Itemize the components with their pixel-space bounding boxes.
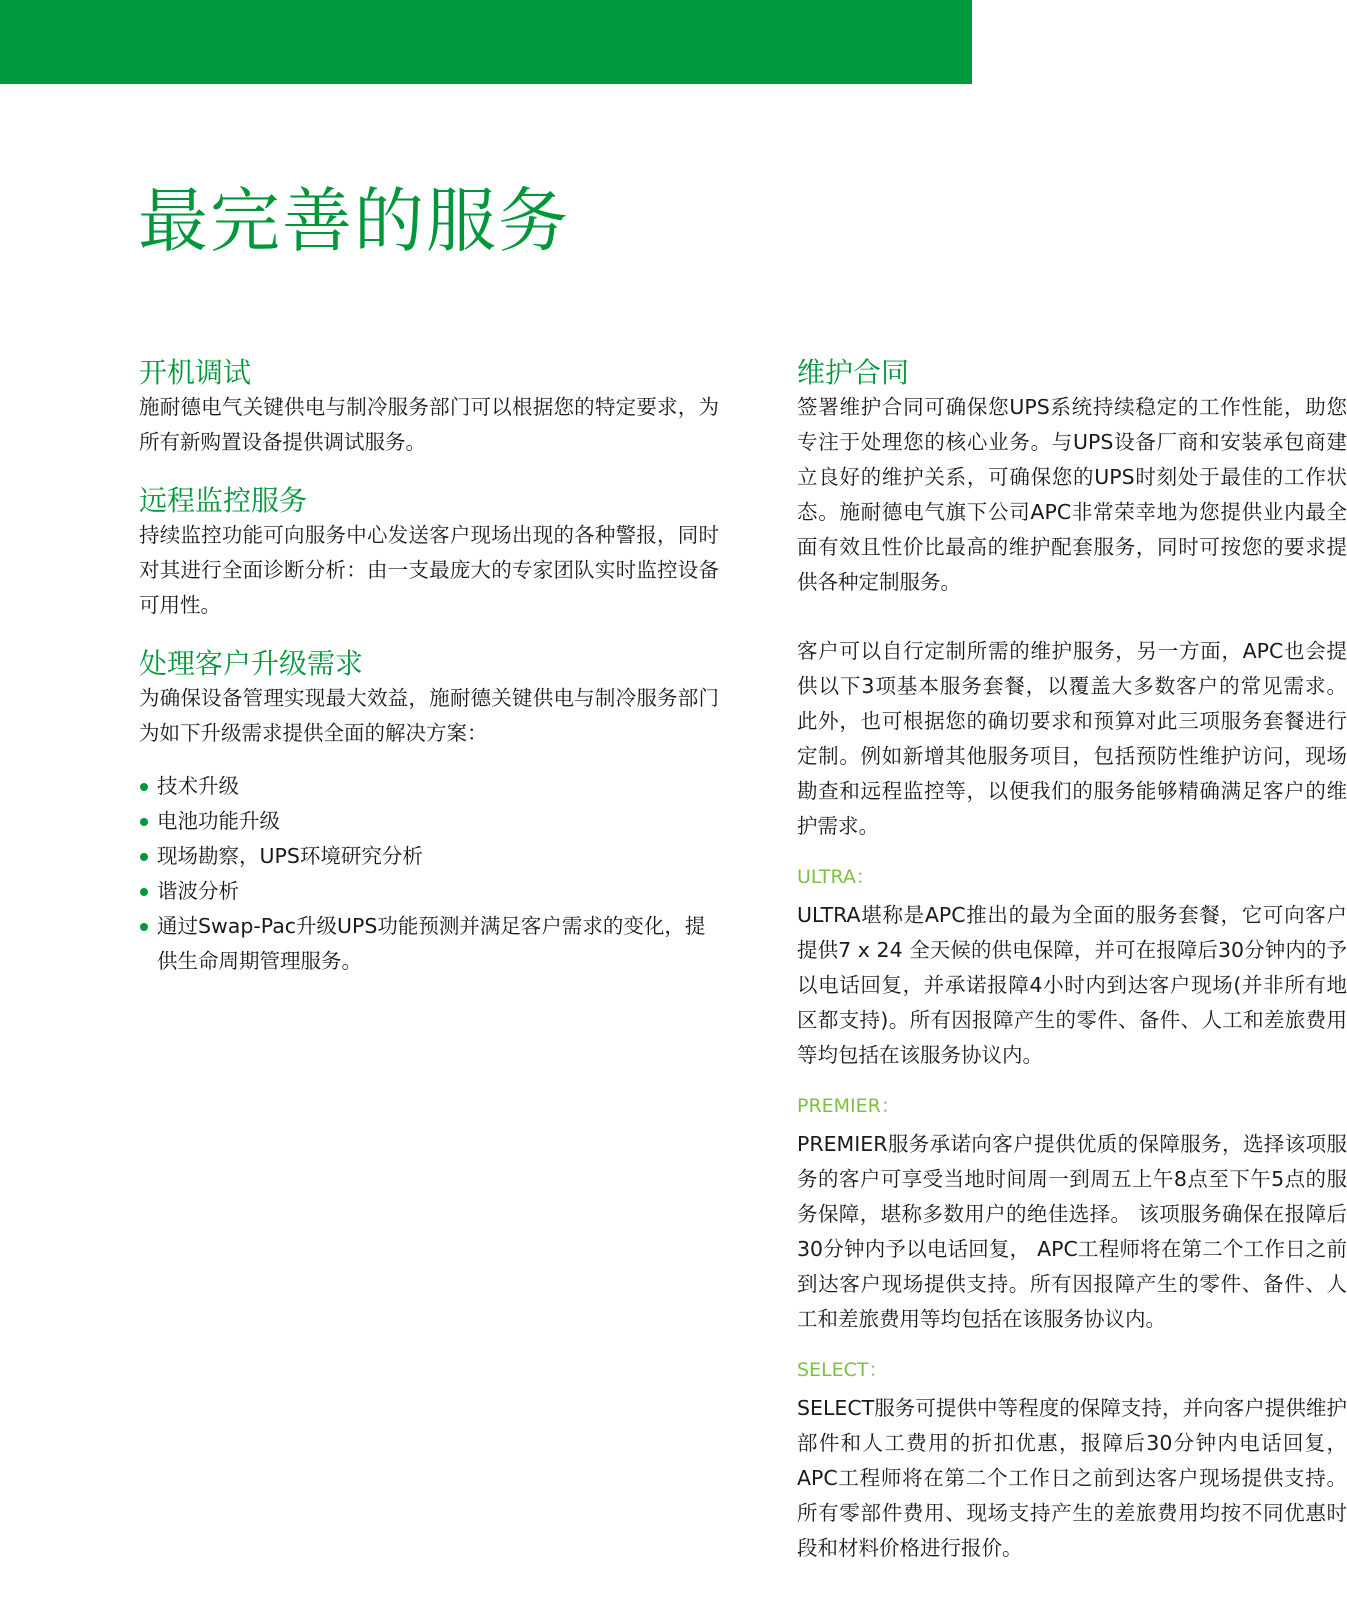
list-item: 通过Swap-Pac升级UPS功能预测并满足客户需求的变化，提供生命周期管理服务。 [139,909,719,979]
section-upgrades [139,647,719,979]
maintenance-paragraph-2: 客户可以自行定制所需的维护服务，另一方面，APC也会提供以下3项基本服务套餐，以覆盖大多数客户的常见需求。 此外，也可根据您的确切要求和预算对此三项服务套餐进行定制。例如新增其他服务项目，包括预防性维护访问，现场勘查和远程监控等，以便我们的服务能够精确满足客户的维护需求。 [797,639,1347,838]
upgrade-list [139,769,719,979]
list-item: 技术升级 [139,769,719,804]
page-title: 最完善的服务 [138,180,570,262]
package-text-ultra: ULTRA堪称是APC推出的最为全面的服务套餐，它可向客户提供7 x 24 全天候的供电保障，并可在报障后30分钟内的予以电话回复，并承诺报障4小时内到达客户现场(并非所有地区都支持)。所有因报障产生的零件、备件、人工和差旅费用等均包括在该服务协议内。 [797,903,1347,1067]
section-heading-remote-monitoring: 远程监控服务 [139,484,308,517]
list-item: 谐波分析 [139,874,719,909]
package-premier [797,1093,1347,1337]
section-heading-maintenance: 维护合同 [797,356,910,389]
section-text-remote-monitoring: 持续监控功能可向服务中心发送客户现场出现的各种警报，同时对其进行全面诊断分析：由一支最庞大的专家团队实时监控设备可用性。 [139,523,719,617]
package-label-ultra: ULTRA： [797,866,875,888]
bullet-dot-icon [140,923,148,931]
package-select [797,1357,1347,1566]
section-text-commissioning: 施耐德电气关键供电与制冷服务部门可以根据您的特定要求，为所有新购置设备提供调试服务。 [139,395,719,454]
bullet-dot-icon [140,853,148,861]
package-text-select: SELECT服务可提供中等程度的保障支持，并向客户提供维护部件和人工费用的折扣优惠，报障后30分钟内电话回复，APC工程师将在第二个工作日之前到达客户现场提供支持。所有零部件费用、现场支持产生的差旅费用均按不同优惠时段和材料价格进行报价。 [797,1396,1347,1560]
package-text-premier: PREMIER服务承诺向客户提供优质的保障服务，选择该项服务的客户可享受当地时间周一到周五上午8点至下午5点的服务保障，堪称多数用户的绝佳选择。 该项服务确保在报障后30分钟内予以电话回复， APC工程师将在第二个工作日之前到达客户现场提供支持。所有因报障产生的零件、备件、人工和差旅费用等均包括在该服务协议内。 [797,1132,1347,1331]
maintenance-paragraph-1: 签署维护合同可确保您UPS系统持续稳定的工作性能，助您专注于处理您的核心业务。与UPS设备厂商和安装承包商建立良好的维护关系，可确保您的UPS时刻处于最佳的工作状态。施耐德电气旗下公司APC非常荣幸地为您提供业内最全面有效且性价比最高的维护配套服务，同时可按您的要求提供各种定制服务。 [797,395,1347,594]
bullet-dot-icon [140,783,148,791]
section-remote-monitoring [139,484,719,623]
left-column [139,356,719,979]
section-heading-commissioning: 开机调试 [139,356,252,389]
header-green-bar [0,0,972,84]
right-column [797,356,1347,1566]
package-label-select: SELECT： [797,1359,888,1381]
section-heading-upgrades: 处理客户升级需求 [139,647,364,680]
package-ultra [797,864,1347,1073]
package-label-premier: PREMIER： [797,1095,900,1117]
list-item: 电池功能升级 [139,804,719,839]
bullet-dot-icon [140,888,148,896]
list-item: 现场勘察，UPS环境研究分析 [139,839,719,874]
section-commissioning [139,356,719,460]
bullet-dot-icon [140,818,148,826]
section-text-upgrades: 为确保设备管理实现最大效益，施耐德关键供电与制冷服务部门为如下升级需求提供全面的解决方案： [139,686,719,745]
